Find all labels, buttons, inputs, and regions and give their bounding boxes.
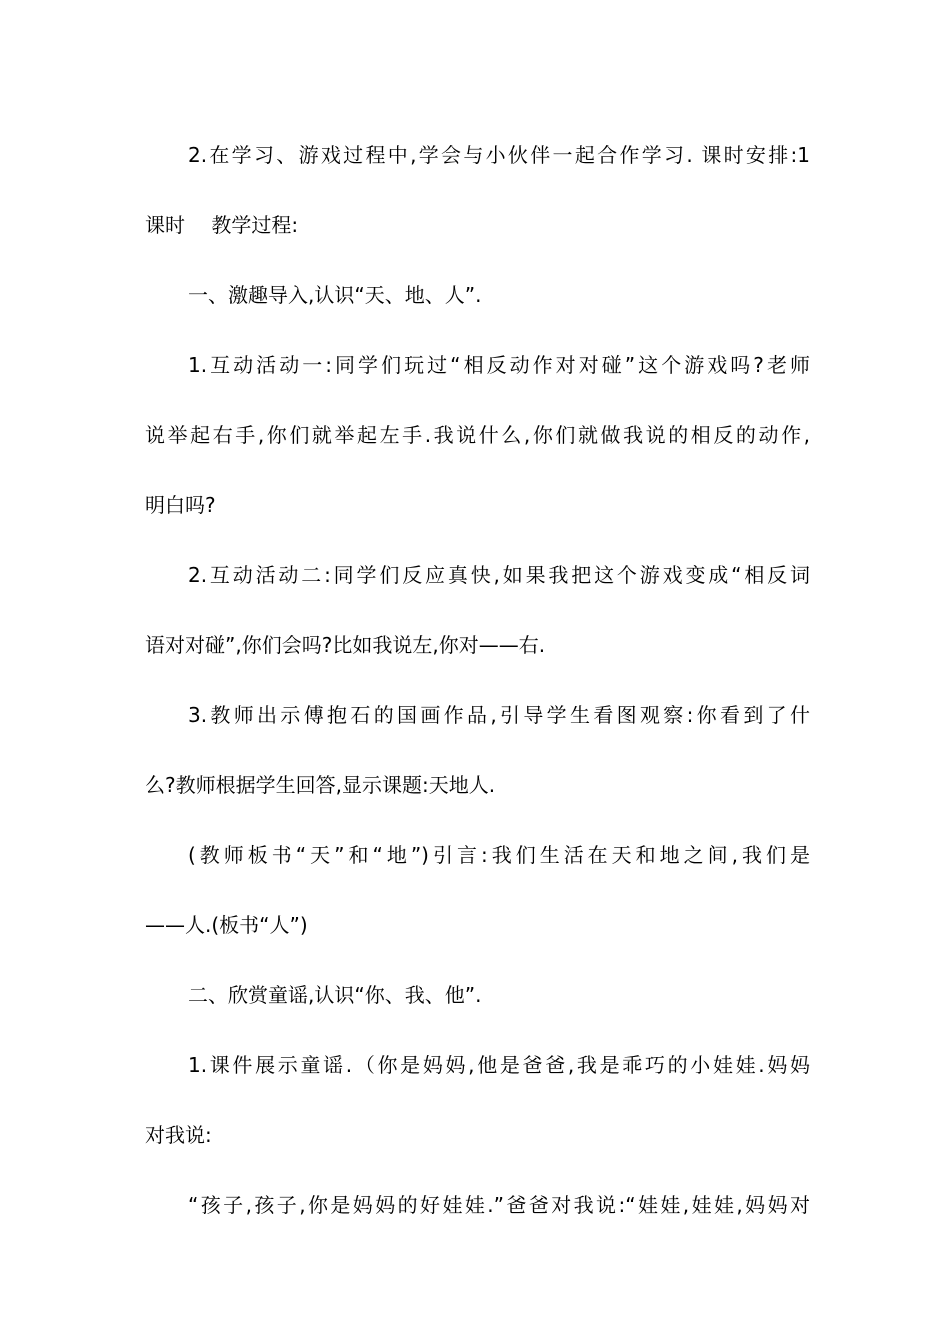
paragraph-line-12: ——人.(板书“人”): [145, 913, 308, 937]
paragraph-line-15: 对我说:: [145, 1123, 212, 1147]
paragraph-line-5: 说举起右手,你们就举起左手.我说什么,你们就做我说的相反的动作,: [145, 423, 810, 447]
paragraph-line-16: “孩子,孩子,你是妈妈的好娃娃.”爸爸对我说:“娃娃,娃娃,妈妈对: [188, 1193, 810, 1217]
paragraph-line-1: 2.在学习、游戏过程中,学会与小伙伴一起合作学习. 课时安排:1: [188, 143, 810, 167]
paragraph-line-9: 3.教师出示傅抱石的国画作品,引导学生看图观察:你看到了什: [188, 703, 810, 727]
paragraph-line-2: 课时 教学过程:: [145, 213, 299, 237]
paragraph-line-6: 明白吗?: [145, 493, 216, 517]
section-heading-2: 二、欣赏童谣,认识“你、我、他”.: [188, 983, 482, 1007]
paragraph-line-4: 1.互动活动一:同学们玩过“相反动作对对碰”这个游戏吗?老师: [188, 353, 810, 377]
paragraph-line-8: 语对对碰”,你们会吗?比如我说左,你对——右.: [145, 633, 546, 657]
paragraph-line-10: 么?教师根据学生回答,显示课题:天地人.: [145, 773, 496, 797]
paragraph-line-14: 1.课件展示童谣.（你是妈妈,他是爸爸,我是乖巧的小娃娃.妈妈: [188, 1053, 810, 1077]
paragraph-line-11: (教师板书“天”和“地”)引言:我们生活在天和地之间,我们是: [188, 843, 810, 867]
paragraph-line-7: 2.互动活动二:同学们反应真快,如果我把这个游戏变成“相反词: [188, 563, 810, 587]
section-heading-1: 一、激趣导入,认识“天、地、人”.: [188, 283, 482, 307]
